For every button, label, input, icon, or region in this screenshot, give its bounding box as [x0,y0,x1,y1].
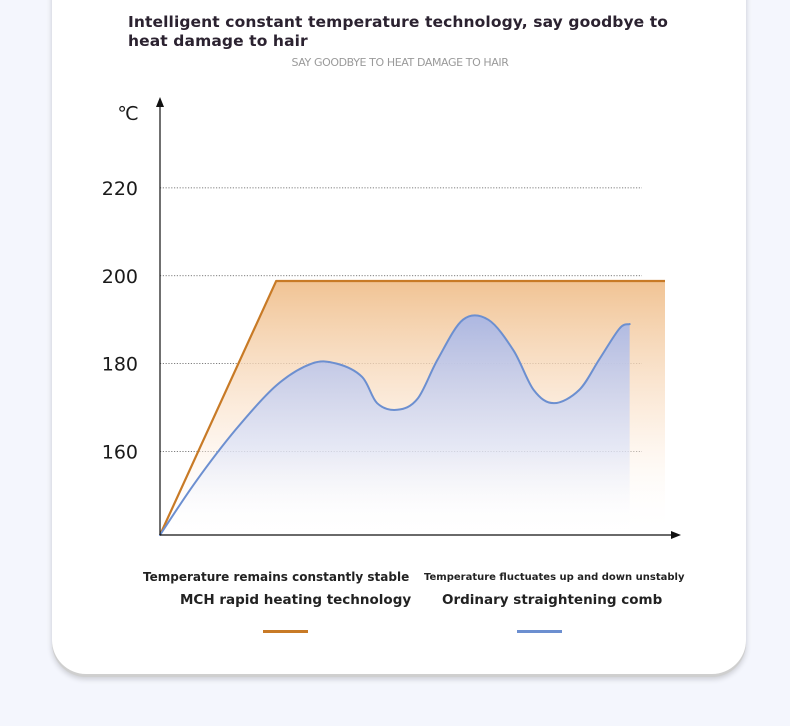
legend-swatch-mch [263,630,308,633]
legend-name-mch: MCH rapid heating technology [180,592,412,608]
y-axis-unit-label: ℃ [117,103,139,125]
chart-title: Intelligent constant temperature technology, say goodbye to heat damage to hair [128,13,669,50]
legend-swatch-ordinary [517,630,562,633]
y-tick-label-220: 220 [101,177,138,200]
legend-description-ordinary: Temperature fluctuates up and down unstably [424,572,685,583]
y-tick-label-160: 160 [101,441,138,464]
legend-name-ordinary: Ordinary straightening comb [442,592,663,608]
y-tick-label-180: 180 [101,353,138,376]
y-axis-arrow [156,97,164,107]
chart-subtitle: SAY GOODBYE TO HEAT DAMAGE TO HAIR [291,56,509,69]
x-axis-arrow [671,531,681,539]
y-tick-label-200: 200 [101,265,138,288]
legend-description-mch: Temperature remains constantly stable [143,570,410,584]
